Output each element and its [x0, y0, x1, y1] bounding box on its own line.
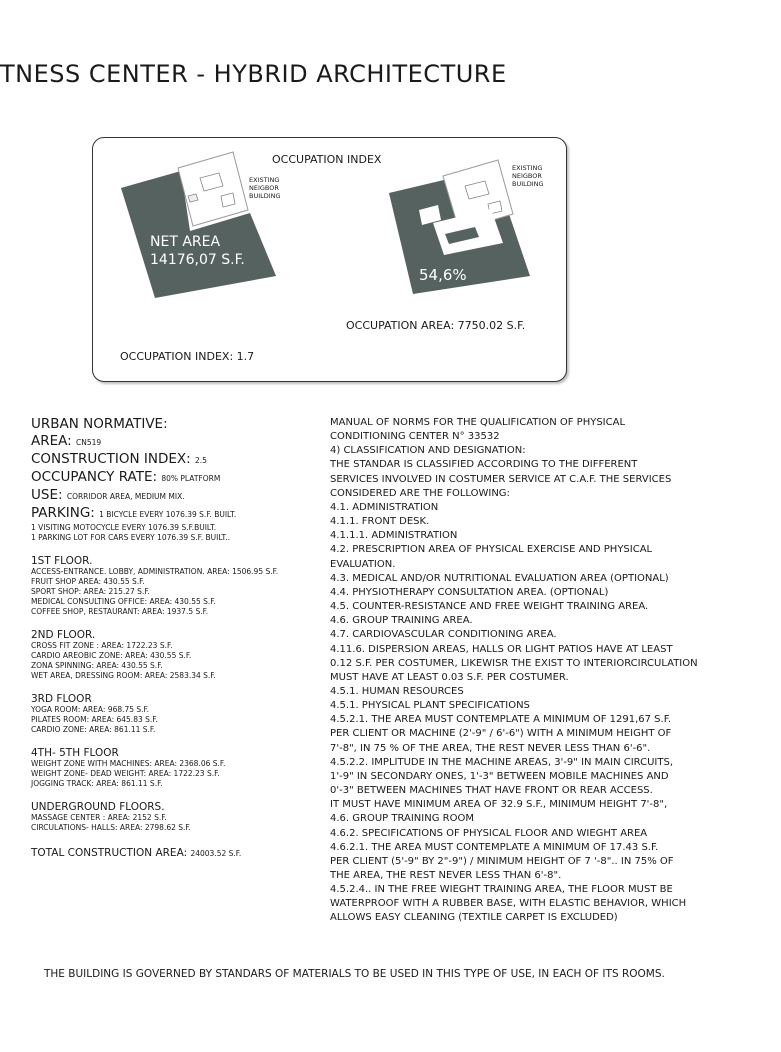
floor-section [31, 801, 316, 833]
floor-heading: UNDERGROUND FLOORS. [31, 801, 165, 813]
urban-normative-column [31, 416, 316, 859]
footer-note: THE BUILDING IS GOVERNED BY STANDARS OF MATERIALS TO BE USED IN THIS TYPE OF USE, IN EACH OF ITS ROOMS. [44, 968, 665, 980]
floor-area-line: JOGGING TRACK: AREA: 861.11 S.F. [31, 779, 163, 788]
floor-heading: 1ST FLOOR. [31, 555, 93, 567]
manual-line: ALLOWS EASY CLEANING (TEXTILE CARPET IS EXCLUDED) [330, 912, 618, 924]
floor-area-line: MASSAGE CENTER : AREA: 2152 S.F. [31, 813, 167, 822]
floor-area-line: CROSS FIT ZONE : AREA: 1722.23 S.F. [31, 641, 173, 650]
occupation-percent: 54,6% [419, 266, 467, 284]
existing-building-label-left: EXISTING NEIGBOR BUILDING [249, 176, 281, 200]
manual-line: 4.5.2.2. IMPLITUDE IN THE MACHINE AREAS, 3'-9" IN MAIN CIRCUITS, [330, 756, 674, 768]
floor-heading: 2ND FLOOR. [31, 629, 96, 641]
manual-line: 4.5.2.4.. IN THE FREE WIEGHT TRAINING AREA, THE FLOOR MUST BE [330, 884, 673, 896]
floor-area-line: ZONA SPINNING: AREA: 430.55 S.F. [31, 661, 163, 670]
occupancy-rate-line: OCCUPANCY RATE: 80% PLATFORM [31, 469, 221, 485]
floor-section [31, 693, 316, 735]
floor-heading: 4TH- 5TH FLOOR [31, 747, 119, 759]
occupation-heading: OCCUPATION INDEX [272, 153, 382, 166]
floor-area-line: CIRCULATIONS- HALLS: AREA: 2798.62 S.F. [31, 823, 191, 832]
manual-line: 4.11.6. DISPERSION AREAS, HALLS OR LIGHT PATIOS HAVE AT LEAST [330, 643, 673, 655]
manual-line: CONSIDERED ARE THE FOLLOWING: [330, 487, 510, 499]
manual-line: THE AREA, THE REST NEVER LESS THAN 6'-8". [330, 870, 562, 881]
floor-area-line: SPORT SHOP: AREA: 215.27 S.F. [31, 587, 150, 596]
manual-line: PER CLIENT (5'-9" BY 2"-9") / MINIMUM HEIGHT OF 7 '-8".. IN 75% OF [330, 855, 674, 867]
occupation-area-label: OCCUPATION AREA: 7750.02 S.F. [346, 319, 526, 332]
manual-line: EVALUATION. [330, 558, 396, 570]
floor-areas-list [31, 555, 316, 833]
floor-section [31, 747, 316, 789]
manual-line: 4.4. PHYSIOTHERAPY CONSULTATION AREA. (OPTIONAL) [330, 586, 609, 598]
normative-heading: URBAN NORMATIVE: [31, 416, 168, 432]
manual-of-norms-column [330, 416, 750, 926]
manual-line: 4.1. ADMINISTRATION [330, 501, 439, 513]
existing-building-label-right: EXISTING NEIGBOR BUILDING [512, 164, 544, 188]
manual-line: WATERPROOF WITH A RUBBER BASE, WITH ELASTIC BEHAVIOR, WHICH [330, 898, 687, 910]
floor-area-line: WET AREA, DRESSING ROOM: AREA: 2583.34 S.F. [31, 671, 216, 680]
manual-line: IT MUST HAVE MINIMUM AREA OF 32.9 S.F., MINIMUM HEIGHT 7'-8", [330, 799, 668, 811]
floor-section [31, 555, 316, 617]
parking-line: PARKING: 1 BICYCLE EVERY 1076.39 S.F. BUILT. [31, 505, 237, 521]
floor-area-line: MEDICAL CONSULTING OFFICE: AREA: 430.55 S.F. [31, 597, 216, 606]
manual-line: 4.5. COUNTER-RESISTANCE AND FREE WEIGHT TRAINING AREA. [330, 601, 649, 613]
manual-line: 0'-3" BETWEEN MACHINES THAT HAVE FRONT OR REAR ACCESS. [330, 785, 653, 797]
floor-area-line: ACCESS-ENTRANCE. LOBBY, ADMINISTRATION. AREA: 1506.95 S.F. [31, 567, 279, 576]
manual-line: 4.6. GROUP TRAINING AREA. [330, 615, 473, 627]
area-line: AREA: CN519 [31, 433, 102, 449]
floor-area-line: YOGA ROOM: AREA: 968.75 S.F. [31, 705, 150, 714]
page-title: TNESS CENTER - HYBRID ARCHITECTURE [0, 60, 507, 88]
manual-line: MUST HAVE AT LEAST 0.03 S.F. PER COSTUMER. [330, 671, 569, 683]
manual-line: 4.1.1. FRONT DESK. [330, 516, 430, 528]
manual-line: 4.3. MEDICAL AND/OR NUTRITIONAL EVALUATION AREA (OPTIONAL) [330, 572, 669, 584]
manual-line: 4.2. PRESCRIPTION AREA OF PHYSICAL EXERCISE AND PHYSICAL [330, 544, 653, 556]
manual-line: 1'-9" IN SECONDARY ONES, 1'-3" BETWEEN MOBILE MACHINES AND [330, 770, 669, 782]
parking-line-3: 1 PARKING LOT FOR CARS EVERY 1076.39 S.F. BUILT.. [31, 533, 230, 542]
floor-area-line: FRUIT SHOP AREA: 430.55 S.F. [31, 577, 145, 586]
manual-line: SERVICES INVOLVED IN COSTUMER SERVICE AT C.A.F. THE SERVICES [330, 473, 672, 485]
manual-line: PER CLIENT OR MACHINE (2'-9" / 6'-6") WITH A MINIMUM HEIGHT OF [330, 728, 672, 740]
floor-section [31, 629, 316, 681]
manual-line: 4.7. CARDIOVASCULAR CONDITIONING AREA. [330, 629, 557, 641]
floor-area-line: COFFEE SHOP, RESTAURANT: AREA: 1937.5 S.F. [31, 607, 209, 616]
net-area-label: NET AREA 14176,07 S.F. [150, 234, 245, 268]
total-construction-area: TOTAL CONSTRUCTION AREA: 24003.52 S.F. [31, 847, 242, 859]
floor-area-line: PILATES ROOM: AREA: 645.83 S.F. [31, 715, 158, 724]
manual-line: 4.6.2. SPECIFICATIONS OF PHYSICAL FLOOR AND WIEGHT AREA [330, 827, 648, 839]
manual-line: 4.1.1.1. ADMINISTRATION [330, 530, 458, 542]
parking-line-2: 1 VISITING MOTOCYCLE EVERY 1076.39 S.F.BUILT. [31, 523, 217, 532]
manual-line: 4) CLASSIFICATION AND DESIGNATION: [330, 445, 526, 457]
construction-index-line: CONSTRUCTION INDEX: 2.5 [31, 451, 207, 467]
manual-line: CONDITIONING CENTER N° 33532 [330, 431, 500, 443]
manual-line: 4.5.1. HUMAN RESOURCES [330, 685, 464, 697]
floor-area-line: CARDIO AREOBIC ZONE: AREA: 430.55 S.F. [31, 651, 192, 660]
floor-area-line: WEIGHT ZONE WITH MACHINES: AREA: 2368.06 S.F. [31, 759, 226, 768]
manual-line: THE STANDAR IS CLASSIFIED ACCORDING TO THE DIFFERENT [330, 459, 638, 471]
manual-line: 4.5.2.1. THE AREA MUST CONTEMPLATE A MINIMUM OF 1291,67 S.F. [330, 714, 672, 726]
use-line: USE: CORRIDOR AREA, MEDIUM MIX. [31, 487, 185, 503]
net-area-site-plan [121, 152, 276, 298]
floor-area-line: CARDIO ZONE: AREA: 861.11 S.F. [31, 725, 156, 734]
manual-line: 4.5.1. PHYSICAL PLANT SPECIFICATIONS [330, 700, 530, 712]
floor-heading: 3RD FLOOR [31, 693, 92, 705]
manual-line: MANUAL OF NORMS FOR THE QUALIFICATION OF PHYSICAL [330, 417, 626, 428]
occupation-index-panel [92, 137, 567, 382]
floor-area-line: WEIGHT ZONE- DEAD WEIGHT: AREA: 1722.23 S.F. [31, 769, 220, 778]
manual-line: 0.12 S.F. PER COSTUMER, LIKEWISR THE EXIST TO INTERIORCIRCULATION [330, 657, 698, 669]
manual-line: 7'-8", IN 75 % OF THE AREA, THE REST NEVER LESS THAN 6'-6". [330, 742, 651, 754]
manual-line: 4.6.2.1. THE AREA MUST CONTEMPLATE A MINIMUM OF 17.43 S.F. [330, 841, 659, 853]
manual-line: 4.6. GROUP TRAINING ROOM [330, 813, 474, 825]
occupation-index-value: OCCUPATION INDEX: 1.7 [120, 350, 255, 363]
